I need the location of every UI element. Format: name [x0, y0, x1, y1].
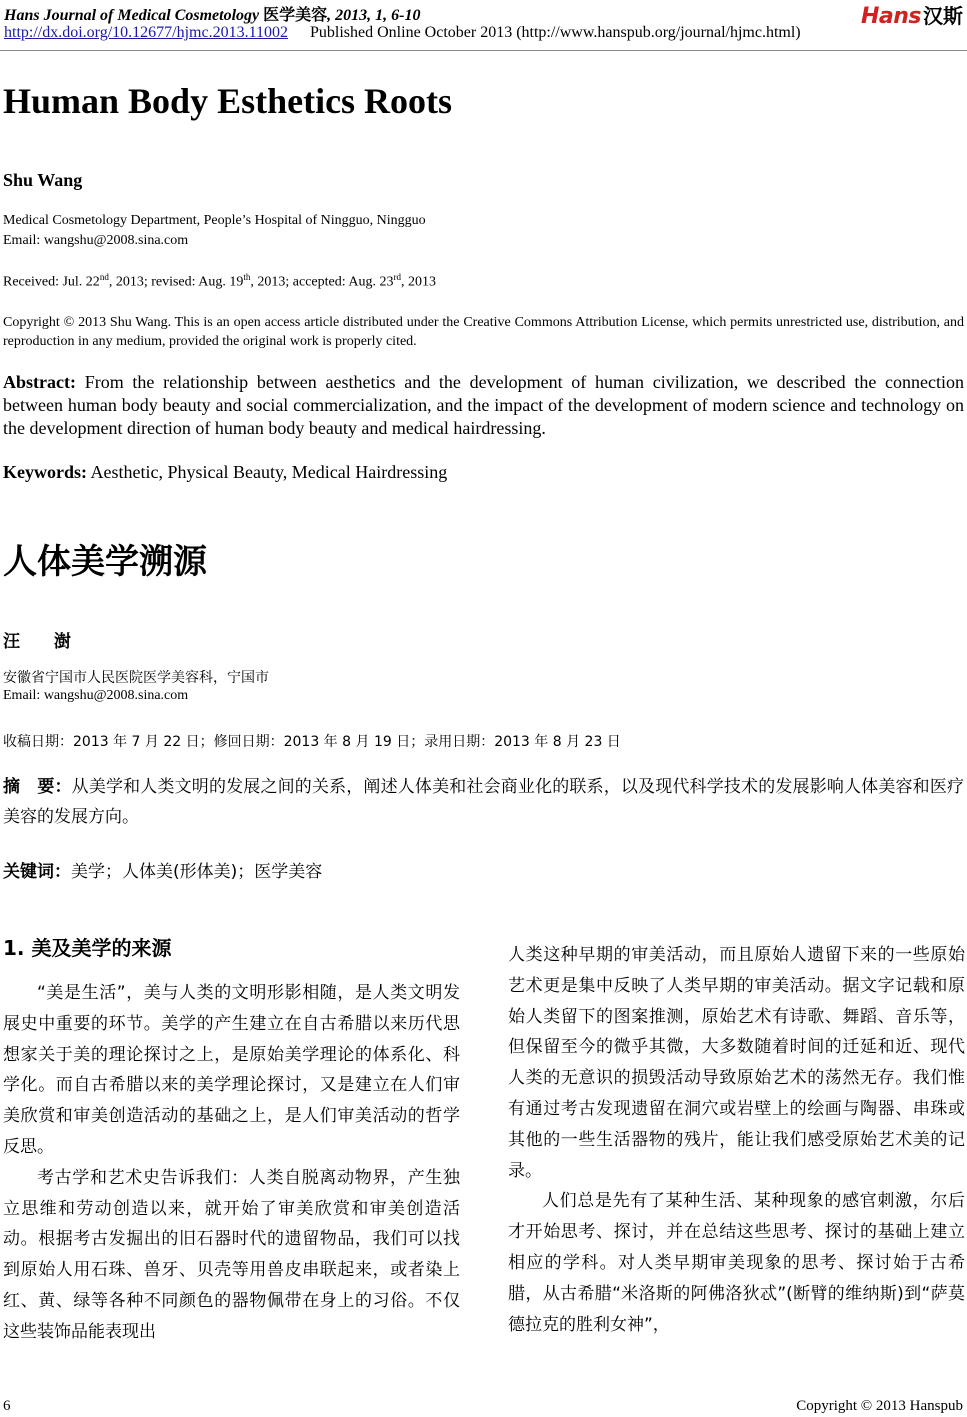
title-cn: 人体美学溯源	[3, 542, 207, 582]
page-number: 6	[3, 1398, 11, 1414]
affiliation-en: Medical Cosmetology Department, People’s Hospital of Ningguo, Ningguo	[3, 213, 426, 228]
journal-volume: , 2013, 1, 6-10	[327, 7, 421, 24]
keywords-en	[3, 461, 964, 484]
keywords-text-en: Aesthetic, Physical Beauty, Medical Hairdressing	[90, 462, 448, 482]
header-divider	[0, 50, 967, 51]
received-dates-en: Received: Jul. 22nd, 2013; revised: Aug. 19th, 2013; accepted: Aug. 23rd, 2013	[3, 272, 436, 290]
copyright-notice: Copyright © 2013 Shu Wang. This is an open access article distributed under the Creative Commons Attribution License, which permits unrestricted use, distribution, and reproduction in any medium, provided the original work is properly cited.	[3, 315, 964, 349]
abstract-text-cn: 从美学和人类文明的发展之间的关系，阐述人体美和社会商业化的联系，以及现代科学技术的发展影响人体美容和医疗美容的发展方向。	[3, 777, 964, 827]
journal-name: Hans Journal of Medical Cosmetology	[4, 7, 260, 24]
footer-copyright: Copyright © 2013 Hanspub	[796, 1398, 963, 1414]
dates-cn: 收稿日期：2013 年 7 月 22 日；修回日期：2013 年 8 月 19 日；录用日期：2013 年 8 月 23 日	[3, 734, 621, 750]
keywords-text-cn: 美学；人体美(形体美)；医学美容	[71, 862, 323, 882]
body-column-right	[508, 940, 965, 1340]
logo-text-cn: 汉斯	[923, 4, 963, 28]
abstract-label-en: Abstract:	[3, 372, 76, 392]
email-cn: Email: wangshu@2008.sina.com	[3, 688, 189, 703]
author-en: Shu Wang	[3, 170, 83, 190]
paragraph: 人们总是先有了某种生活、某种现象的感官刺激，尔后才开始思考、探讨，并在总结这些思考、探讨的基础上建立相应的学科。对人类早期审美现象的思考、探讨始于古希腊，从古希腊“米洛斯的阿佛洛狄忒”(断臂的维纳斯)到“萨莫德拉克的胜利女神”，	[508, 1191, 965, 1335]
abstract-en	[3, 371, 964, 440]
paragraph: 人类这种早期的审美活动，而且原始人遗留下来的一些原始艺术更是集中反映了人类早期的审美活动。据文字记载和原始人类留下的图案推测，原始艺术有诗歌、舞蹈、音乐等，但保留至今的微乎其微，大多数随着时间的迁延和近、现代人类的无意识的损毁活动导致原始艺术的荡然无存。我们惟有通过考古发现遗留在洞穴或岩壁上的绘画与陶器、串珠或其他的一些生活器物的残片，能让我们感受原始艺术美的记录。	[508, 945, 965, 1181]
paragraph: “美是生活”，美与人类的文明形影相随，是人类文明发展史中重要的环节。美学的产生建立在自古希腊以来历代思想家关于美的理论探讨之上，是原始美学理论的体系化、科学化。而自古希腊以来的美学理论探讨，又是建立在人们审美欣赏和审美创造活动的基础之上，是人们审美活动的哲学反思。	[3, 983, 460, 1157]
abstract-text-en: From the relationship between aesthetics and the development of human civilization, we described the connection between human body beauty and social commercialization, and the impact of the development of modern science and technology on the development direction of human body beauty and medical hairdressing.	[3, 372, 964, 438]
abstract-cn	[3, 772, 964, 832]
title-en: Human Body Esthetics Roots	[3, 81, 453, 121]
paragraph: 考古学和艺术史告诉我们：人类自脱离动物界，产生独立思维和劳动创造以来，就开始了审美欣赏和审美创造活动。根据考古发掘出的旧石器时代的遗留物品，我们可以找到原始人用石珠、兽牙、贝壳等用兽皮串联起来，或者染上红、黄、绿等各种不同颜色的器物佩带在身上的习俗。不仅这些装饰品能表现出	[3, 1167, 460, 1342]
body-column-left	[3, 978, 460, 1348]
journal-header	[4, 2, 420, 25]
affiliation-cn: 安徽省宁国市人民医院医学美容科，宁国市	[3, 670, 269, 686]
abstract-label-cn: 摘 要：	[3, 777, 72, 797]
doi-link[interactable]: http://dx.doi.org/10.12677/hjmc.2013.11002	[4, 24, 288, 41]
keywords-label-cn: 关键词：	[3, 862, 71, 882]
publication-line	[4, 24, 801, 42]
published-online: Published Online October 2013 (http://www.hanspub.org/journal/hjmc.html)	[310, 24, 801, 41]
email-en: Email: wangshu@2008.sina.com	[3, 233, 189, 248]
section-heading: 1. 美及美学的来源	[3, 936, 172, 960]
journal-name-cn: 医学美容	[263, 7, 328, 24]
keywords-cn	[3, 857, 322, 882]
hans-logo	[861, 0, 963, 29]
author-cn: 汪 澍	[3, 632, 85, 652]
logo-text-en: Hans	[860, 4, 921, 29]
keywords-label-en: Keywords:	[3, 462, 87, 482]
